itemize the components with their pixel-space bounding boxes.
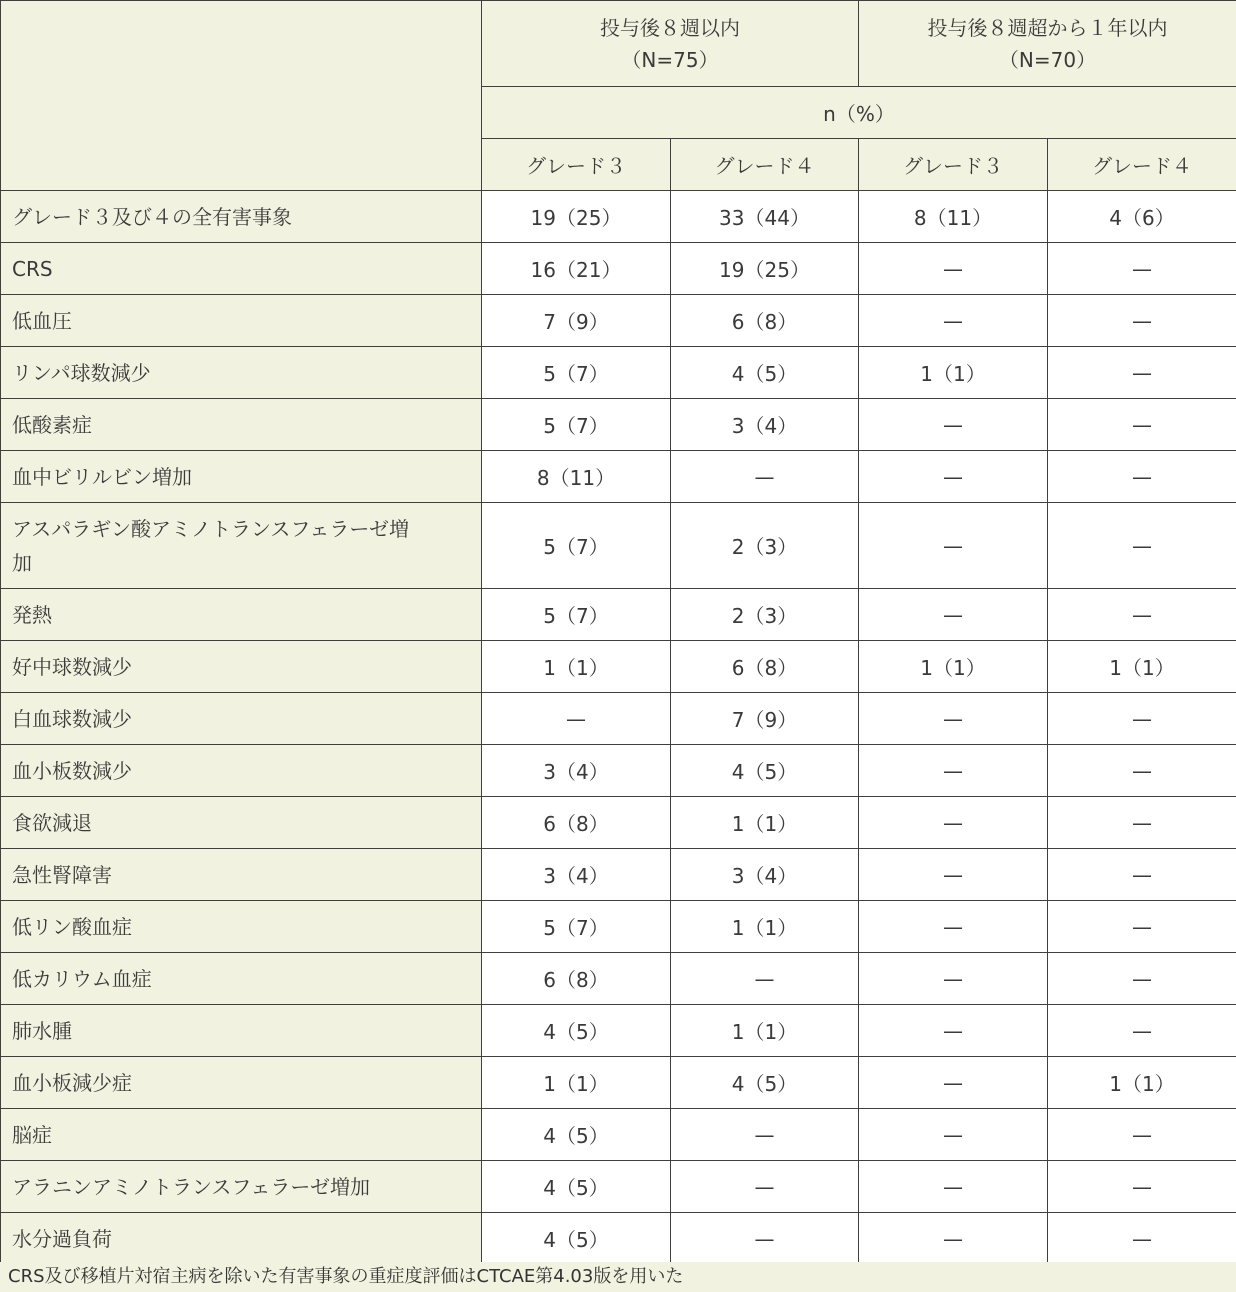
- table-row: [1, 797, 1236, 849]
- event-label: 低血圧: [1, 295, 482, 347]
- table-row: [1, 849, 1236, 901]
- event-value: —: [1048, 1161, 1236, 1213]
- grade-header: グレード３: [482, 139, 671, 191]
- event-value: —: [671, 1109, 859, 1161]
- event-label: 低酸素症: [1, 399, 482, 451]
- event-value: —: [1048, 503, 1236, 589]
- event-value: —: [859, 953, 1048, 1005]
- event-value: 5（7）: [482, 399, 671, 451]
- event-value: —: [1048, 295, 1236, 347]
- unit-header: n（%）: [482, 87, 1236, 139]
- event-value: —: [671, 953, 859, 1005]
- event-value: —: [859, 745, 1048, 797]
- event-value: —: [1048, 953, 1236, 1005]
- event-value: 5（7）: [482, 589, 671, 641]
- event-value: 7（9）: [482, 295, 671, 347]
- event-label: 低リン酸血症: [1, 901, 482, 953]
- event-value: 4（5）: [482, 1109, 671, 1161]
- event-value: 5（7）: [482, 503, 671, 589]
- table-row: [1, 503, 1236, 589]
- table-row: [1, 693, 1236, 745]
- event-value: 7（9）: [671, 693, 859, 745]
- event-value: 1（1）: [859, 347, 1048, 399]
- event-value: 2（3）: [671, 503, 859, 589]
- event-label: 脳症: [1, 1109, 482, 1161]
- event-label: 血中ビリルビン増加: [1, 451, 482, 503]
- event-value: —: [1048, 451, 1236, 503]
- event-value: —: [1048, 1005, 1236, 1057]
- event-value: —: [1048, 347, 1236, 399]
- grade-header: グレード４: [671, 139, 859, 191]
- table-row: [1, 243, 1236, 295]
- event-value: 3（4）: [482, 849, 671, 901]
- event-value: —: [859, 243, 1048, 295]
- event-value: —: [1048, 1109, 1236, 1161]
- event-value: —: [1048, 901, 1236, 953]
- event-value: —: [671, 1161, 859, 1213]
- event-value: —: [859, 1109, 1048, 1161]
- event-value: —: [1048, 745, 1236, 797]
- event-value: 8（11）: [859, 191, 1048, 243]
- event-label: 血小板減少症: [1, 1057, 482, 1109]
- event-value: —: [1048, 797, 1236, 849]
- event-value: 1（1）: [671, 797, 859, 849]
- grade-header: グレード３: [859, 139, 1048, 191]
- event-label: アスパラギン酸アミノトランスフェラーゼ増加: [1, 503, 482, 589]
- event-value: 6（8）: [671, 641, 859, 693]
- event-value: 6（8）: [482, 953, 671, 1005]
- event-value: 8（11）: [482, 451, 671, 503]
- event-value: 4（5）: [671, 347, 859, 399]
- event-value: —: [859, 693, 1048, 745]
- event-value: —: [859, 797, 1048, 849]
- event-value: 6（8）: [482, 797, 671, 849]
- event-label: CRS: [1, 243, 482, 295]
- event-label: リンパ球数減少: [1, 347, 482, 399]
- table-row: [1, 641, 1236, 693]
- event-value: 5（7）: [482, 901, 671, 953]
- footnote: CRS及び移植片対宿主病を除いた有害事象の重症度評価はCTCAE第4.03版を用いた: [0, 1262, 1236, 1292]
- event-label: 血小板数減少: [1, 745, 482, 797]
- event-value: —: [859, 589, 1048, 641]
- table-row: [1, 1109, 1236, 1161]
- event-value: —: [859, 1005, 1048, 1057]
- table-row: [1, 1057, 1236, 1109]
- table-row: [1, 295, 1236, 347]
- event-value: —: [859, 849, 1048, 901]
- event-value: 16（21）: [482, 243, 671, 295]
- table-row: [1, 745, 1236, 797]
- event-value: —: [1048, 589, 1236, 641]
- event-value: 1（1）: [482, 1057, 671, 1109]
- period1-title: 投与後８週以内: [600, 15, 740, 40]
- period1-header: [482, 1, 859, 87]
- event-value: 19（25）: [482, 191, 671, 243]
- event-label: 好中球数減少: [1, 641, 482, 693]
- table-row: [1, 399, 1236, 451]
- event-value: 1（1）: [1048, 1057, 1236, 1109]
- period1-n: （N=75）: [621, 47, 719, 72]
- event-value: 4（5）: [482, 1005, 671, 1057]
- event-value: —: [859, 1161, 1048, 1213]
- event-value: —: [1048, 1213, 1236, 1265]
- table-row: [1, 901, 1236, 953]
- event-value: 33（44）: [671, 191, 859, 243]
- event-value: 3（4）: [671, 849, 859, 901]
- event-label: 食欲減退: [1, 797, 482, 849]
- event-value: 4（5）: [671, 1057, 859, 1109]
- event-value: —: [859, 901, 1048, 953]
- table-row: [1, 191, 1236, 243]
- table-row: [1, 1161, 1236, 1213]
- event-value: —: [1048, 693, 1236, 745]
- table-row: [1, 1005, 1236, 1057]
- event-value: —: [1048, 849, 1236, 901]
- event-value: —: [671, 1213, 859, 1265]
- event-value: —: [1048, 243, 1236, 295]
- event-value: 19（25）: [671, 243, 859, 295]
- event-value: —: [859, 451, 1048, 503]
- event-value: 5（7）: [482, 347, 671, 399]
- event-value: —: [482, 693, 671, 745]
- event-label: グレード３及び４の全有害事象: [1, 191, 482, 243]
- event-value: —: [859, 1213, 1048, 1265]
- event-label: アラニンアミノトランスフェラーゼ増加: [1, 1161, 482, 1213]
- period2-n: （N=70）: [998, 47, 1097, 72]
- event-label: 水分過負荷: [1, 1213, 482, 1265]
- event-value: —: [859, 399, 1048, 451]
- event-label: 肺水腫: [1, 1005, 482, 1057]
- table-row: [1, 347, 1236, 399]
- event-value: 4（5）: [482, 1161, 671, 1213]
- event-value: —: [859, 1057, 1048, 1109]
- period2-title: 投与後８週超から１年以内: [927, 15, 1168, 40]
- corner-cell: [1, 1, 482, 191]
- event-value: 1（1）: [1048, 641, 1236, 693]
- period-header-row: [1, 1, 1236, 87]
- table-row: [1, 953, 1236, 1005]
- event-label: 白血球数減少: [1, 693, 482, 745]
- table-row: [1, 1213, 1236, 1265]
- period2-header: [859, 1, 1236, 87]
- event-value: 1（1）: [671, 901, 859, 953]
- event-value: —: [671, 451, 859, 503]
- event-value: 3（4）: [482, 745, 671, 797]
- event-label: 発熱: [1, 589, 482, 641]
- event-value: —: [859, 295, 1048, 347]
- event-value: 4（5）: [482, 1213, 671, 1265]
- table-row: [1, 451, 1236, 503]
- event-value: 1（1）: [859, 641, 1048, 693]
- event-label: 急性腎障害: [1, 849, 482, 901]
- event-value: —: [1048, 399, 1236, 451]
- event-value: 4（5）: [671, 745, 859, 797]
- event-value: 4（6）: [1048, 191, 1236, 243]
- event-value: 3（4）: [671, 399, 859, 451]
- event-value: 1（1）: [482, 641, 671, 693]
- event-value: —: [859, 503, 1048, 589]
- event-value: 2（3）: [671, 589, 859, 641]
- grade-header: グレード４: [1048, 139, 1236, 191]
- event-label: 低カリウム血症: [1, 953, 482, 1005]
- event-value: 6（8）: [671, 295, 859, 347]
- event-value: 1（1）: [671, 1005, 859, 1057]
- table-row: [1, 589, 1236, 641]
